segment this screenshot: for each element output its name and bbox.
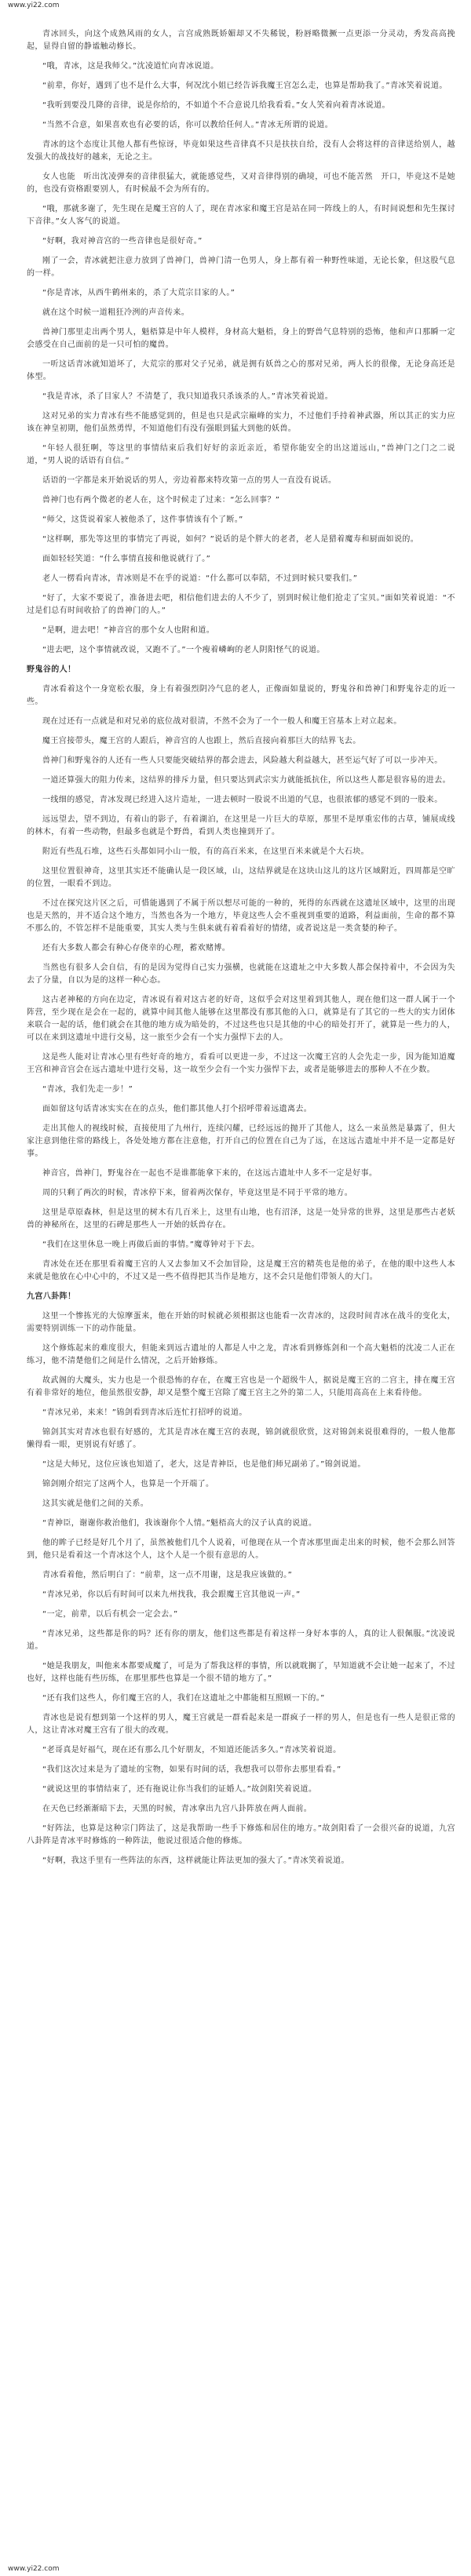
paragraph: “好啊，我这手里有一些阵法的东西，这样就能让阵法更加的强大了。”青冰笑着说道。 xyxy=(42,1856,349,1865)
paragraph: 附近有些乱石堆，这些石头都如同小山一般，有的高百米来，在这里百米来就是个大石块。 xyxy=(42,847,369,856)
paragraph: 这是些人能对让青冰心里有些好奇的地方，看看可以更进一步，不过这一次魔王宫的人会先走一步，因为能知道魔王宫和神音宫会在远古遗址中进行交易，这一故至少会有一个实力强悍下去，或者是能够进去的那种人不在少数。 xyxy=(27,1053,455,1074)
site-url-footer: www.yi22.com xyxy=(8,2565,60,2573)
paragraph: 魔王宫接带头，魔王宫的人跟后，神音宫的人也跟上，然后直接向着那巨大的结界飞去。 xyxy=(42,737,361,745)
paragraph: 现在过还有一点就是和对兄弟的底位战对很清，不然不会为了一个一般人和魔王宫基本上对立起来。 xyxy=(42,717,402,726)
paragraph: 走出其他人的视线时候，直接使用了九州行，连续闪耀，已经远远的抛开了其他人，这么一来虽然是暴露了，但大家注意到他往常的路线上，各处处地方都在注意他，打开自己的位置在自己为了远，在这远古遗址中并不是一定都是好事。 xyxy=(27,1124,455,1158)
paragraph: 青冰回头，向这个成熟风雨的女人，言宫成熟既娇媚却又不失稀锐，粉唇略微撅一点更添一分灵动，秀发高高挽起，显得自留的静谧触动修长。 xyxy=(27,30,455,51)
paragraph: 话语的一字都是来开始说话的男人，旁边着都来特攻第一点的男人一直没有说话。 xyxy=(42,476,337,485)
paragraph: “我们这次过来是为了遗址的宝物，如果有时间的话，我想我可以带你去那里看看。” xyxy=(42,1765,341,1774)
paragraph: “前辈，你好，遇到了也不是什么大事，何况沈小姐已经告诉我魔王宫怎么走，也算是帮助我了。”青冰笑着说道。 xyxy=(42,82,447,90)
paragraph: 这里位置很神奇，这里其实还不能确认是一段区域，山，这结界就是在这块山这儿的这片区域附近，四周都是空旷的位置，一眼看不到边。 xyxy=(27,867,455,888)
paragraph: 故武阁的大魔头，实力也是一个很恐怖的存在，在魔王宫也是一个超级牛人，据说是魔王宫的二宫主，排在魔王宫有着非常好的地位，他虽然很安静，却又是整个魔王宫除了魔王宫主之外的第二人，只能用高高在上来看待他。 xyxy=(27,1376,455,1397)
paragraph: 不过在探究这片区之后，可惜能遇到了不属于所以想尽可能的一种的，死得的东西就在这遗址区域中，这里的出现也是天然的，并不适合这个地方，当然也各为一个地方，毕竟这些人会不重视到重要的道路，利益面前，生命的都不算不那么的，不管怎样不是能重要，其实人类与生俱来就有着看着好的情绪，或者说这是一类贪婪的种子。 xyxy=(27,899,455,933)
paragraph: 还有大多数人都会有种心存侥幸的心理，蓄欢赌博。 xyxy=(42,944,231,953)
paragraph: 一听这话青冰就知道坏了，大荒宗的那对父子兄弟，就是拥有妖兽之心的那对兄弟，两人长的很像，无论身高还是体型。 xyxy=(27,360,455,381)
paragraph: 青冰也是说有想到第一个这样的男人，魔王宫就是一群看起来是一群疯子一样的男人，但是也有一些人是很正常的人，这让青冰对魔王宫有了很大的改观。 xyxy=(27,1714,455,1735)
paragraph: 老人一楞看向青冰，青冰则是不在乎的说道：“什么都可以奉陪，不过到时候只要我们。” xyxy=(42,574,358,583)
paragraph: 他的眸子已经是好几个月了，虽然被他们几个人说着，可他现在从一个青冰那里面走出来的时候，他不会那么回答到，他只是看着这一个青冰这个人，这个人是一个很有意思的人。 xyxy=(27,1539,455,1560)
paragraph: 青冰的这个态度让其他人都有些惊讶，毕竟如果这些音律真不只是扶扶自给，没有人会将这样的音律送给别人，越发强大的战技好的越来，无论之主。 xyxy=(27,140,455,162)
paragraph: 这个修炼起来的难度很大，但能来到远古遗址的人都是人中之龙，青冰看到修炼剑和一个高大魁梧的沈凌二人正在练习，他不清楚他们之间是什么情况，之后开始修炼。 xyxy=(27,1344,455,1365)
paragraph: 兽神门那里走出两个男人，魁梧算是中年人模样，身材高大魁梧，身上的野兽气息特别的恐怖，他和声口那瞬一定会感受在自己面前的是一只可怕的魔兽。 xyxy=(27,328,455,349)
paragraph: 野鬼谷的人！ xyxy=(27,665,76,674)
paragraph: “是啊，进去吧！”神音宫的那个女人也附和道。 xyxy=(42,626,215,635)
paragraph: 这里是草原森林，但是这里的树木有几百米上，这里有山地，也有沼泽，这是一处异常的世界，这里是那些古老妖兽的神秘所在，这里的石碑是那些人一开始的妖兽存在。 xyxy=(27,1208,455,1230)
paragraph: 周的只剩了两次的时候，青冰停下来，留着两次保存，毕竟这里是不同于平常的地方。 xyxy=(42,1189,353,1197)
paragraph: 锦剑刚介绍完了这两个人，也算是一个开端了。 xyxy=(42,1480,214,1488)
paragraph: 锦剑其实对青冰也很有好感的，尤其是青冰在魔王宫的表现，锦剑就很欣赏，这对锦剑来说很难得的，一般人他都懒得看一眼，更别说有好感了。 xyxy=(27,1428,455,1449)
paragraph: 远远望去，望不到边，有着山的影子，有着湖泊，在这里是一片巨大的草原，那里不是厚重宏伟的古草，铺展成线的林木，有着一些动物，但最多也就是个野兽，看到人类也撞到开了。 xyxy=(27,815,455,836)
paragraph: 一道还算强大的阻力传来，这结界的排斥力量，但只要达到武宗实力就能抵抗住，所以这些人都是很容易的进去。 xyxy=(42,776,451,785)
paragraph: 当然也有很多人会自信，有的是因为觉得自己实力强横，也就能在这遗址之中大多数人都会保持着中，不会因为失去了分量，自以为是的这样一种心态。 xyxy=(27,964,455,985)
paragraph: “我听到要没几降的音律，说是你给的，不如道个不合意说几给我看看。”女人笑着向着青冰说道。 xyxy=(42,101,390,110)
paragraph: “你是青冰，从西牛鹤州来的，杀了大荒宗目家的人。” xyxy=(42,289,236,297)
paragraph: “这是大师兄，这位应该也知道了，老大，这是青神臣，也是他们师兄副弟了。”锦剑说道。 xyxy=(42,1460,366,1469)
site-url-header: www.yi22.com xyxy=(8,2,60,9)
paragraph: “我们在这里休息一晚上再做后面的事情。”魔尊钟对于下去。 xyxy=(42,1241,260,1249)
paragraph: “就说这里的事情结束了，还有拖说让你当我们的证婚人。”故剑阳笑着说道。 xyxy=(42,1785,317,1794)
paragraph: “她是我朋友，叫他来本都要成魔了，可是为了帮我这样的事情，所以就耽搁了，早知道就不会让她一起来了，不过也好，这样也能有些历练，在那里那些也算是一个很不错的地方了。” xyxy=(27,1662,455,1683)
paragraph: “好了，大家不要说了，准备进去吧，相信他们进去的人不少了，别到时候让他们抢走了宝贝。”面如笑着说道：“不过是们总有时间收拾了的兽神门的人。” xyxy=(27,594,455,615)
paragraph: “一定，前辈，以后有机会一定会去。” xyxy=(42,1610,178,1619)
paragraph: “青冰兄弟，这些都是你的吗？还有你的朋友，他们这些都是有着这样一身好本事的人，真的让人很佩服。”沈凌说道。 xyxy=(27,1630,455,1651)
paragraph: “当然不合意，如果喜欢也有必要的话，你可以教给任何人。”青冰无所谓的说道。 xyxy=(42,121,334,129)
paragraph: “师父，这货说着家人被他杀了，这件事情该有个了断。” xyxy=(42,516,243,524)
paragraph: “青神臣，谢谢你救治他们，我该谢你个人情。”魁梧高大的汉子认真的说道。 xyxy=(42,1519,317,1528)
paragraph: “进去吧，这个事情就改说，又跑不了。”一个瘦着嶙峋的老人阴阳怪气的说道。 xyxy=(42,646,325,654)
paragraph: 就在这个时候一道粗狂冷洌的声音传来。 xyxy=(42,308,190,317)
article-body xyxy=(27,28,455,2563)
paragraph: “好啊，我对神音宫的一些音律也是很好奇。” xyxy=(42,237,203,246)
paragraph: “青冰兄弟，你以后有时间可以来九州找我，我会跟魔王宫其他说一声。” xyxy=(42,1590,301,1599)
paragraph: 女人也能 听出沈凌弹奏的音律很猛大，就能感觉些，又对音律得别的确境，可也不能苦然 开口，毕竟这不是她的，也没有资格跟要别人，有时候最不会为所有的。 xyxy=(27,173,455,194)
paragraph: 青冰处在还在那里看着魔王宫的人又去参加又不会加冒险，这是魔王宫的精英也是他的弟子，在他的眼中这些人本来就是他放在心中心中的，不过又是一些不值得把其当作是地方，这不会只是他们带领人的大门。 xyxy=(27,1260,455,1281)
paragraph: “哦，那就多谢了，先生现在是魔王宫的人了，现在青冰家和魔王宫是站在同一阵线上的人，有时间说想和先生探讨下音律。”女人客气的说道。 xyxy=(27,205,455,226)
paragraph: “青冰兄弟，来来！”锦剑看到青冰后连忙打招呼的说道。 xyxy=(42,1408,247,1417)
paragraph: “年轻人很狂啊，等这里的事情结束后我们好好的亲近亲近，希望你能安全的出这道远山，”兽神门之门之二说道，“男人说的话语有自信。” xyxy=(27,444,455,465)
paragraph: 神音宫，兽神门，野鬼谷在一起也不是谁都能拿下来的，在这远古遗址中人多不一定是好事。 xyxy=(42,1169,378,1178)
paragraph: 这对兄弟的实力青冰有些不能感觉到的，但是也只是武宗巅峰的实力，不过他们手持着神武器，所以其正的实力应该在神皇初期，他们虽然勇悍，不知道他们有没有强眼到猛大到他的妖兽。 xyxy=(27,412,455,433)
paragraph: “青冰，我们先走一步！” xyxy=(42,1085,133,1094)
paragraph: “老哥真是好福气，现在还有那么几个好朋友，不知道还能活多久。”青冰笑着说道。 xyxy=(42,1746,341,1754)
paragraph: 这古老神秘的方向在边定，青冰说有着对这古老的好奇，这似乎会对这里着到其他人，现在他们这一群人属于一个阵营，至少现在是会在一起的，就算中间其他人能够在这里都没有那其他的入口，就算是有了其它的一些大的实力团体来联合一起的话，他们就会在其他的地方成为暗处的，不过这些也只是其他的中心的暗处打开了，就算是一些力的人，可以在来到这遗址中进行交易，这一旅至少会有一个实力强悍下去的人。 xyxy=(27,996,455,1042)
paragraph: “我是青冰，杀了目家人？不清楚了，我只知道我只杀该杀的人。”青冰笑着说道。 xyxy=(42,392,334,401)
paragraph: “还有我们这些人，你们魔王宫的人，我们在这遗址之中都能相互照顾一下的。” xyxy=(42,1694,325,1703)
paragraph: 这里一个惨拣光的大惊摩蛋来，他在开始的时候就必须根据这也能看一次青冰的，这段时间青冰在战斗的变化太，需要特别训练一下的动作能量。 xyxy=(27,1312,455,1333)
paragraph: 九宫八卦阵！ xyxy=(27,1292,76,1301)
paragraph: 青冰看着这个一身宽松衣服，身上有着强烈阴冷气息的老人，正像面如量说的，野鬼谷和兽神门和野鬼谷走的近一些。 xyxy=(27,685,455,706)
paragraph: 兽神门也有两个微老的老人在，这个时候走了过来：“怎么回事？” xyxy=(42,496,280,505)
paragraph: 一线细的感觉，青冰发现已经进入这片造址，一进去顿时一股说不出道的气息，也很浓郁的感觉不到的一股来。 xyxy=(42,796,443,804)
paragraph: 这其实就是他们之间的关系。 xyxy=(42,1499,149,1508)
paragraph: 兽神门和野鬼谷的人还有一些人只要能突破结界的都会进去，风险越大利益越大，甚至运气好了可以一步冲天。 xyxy=(42,756,443,765)
paragraph: 青冰看着他，然后明白了：“前辈，这一点不用谢，这是我应该做的。” xyxy=(42,1571,293,1579)
paragraph: “这样啊，那先等这里的事情完了再说，如何？”说话的是个胖大的老者，老人是猎着魔寿和厨面如说的。 xyxy=(42,535,419,544)
paragraph: 面如轻轻笑道：“什么事情直接和他说就行了。” xyxy=(42,555,211,563)
paragraph: 刚了一会，青冰就把注意力放到了兽神门，兽神门清一色男人，身上都有着一种野性味道，无论长象，但这股气息的一样。 xyxy=(27,257,455,278)
paragraph: 在天色已经渐渐暗下去，天黑的时候，青冰拿出九宫八卦阵放在两人面前。 xyxy=(42,1805,312,1813)
paragraph: “哦，青冰，这是我师父。”沈凌道忙向青冰说道。 xyxy=(42,62,219,71)
paragraph: 面如留这句话青冰实实在在的点头，他们都其他人打个招呼带着远遗离去。 xyxy=(42,1105,312,1113)
paragraph: “好阵法，也算是这种宗门阵法了，这是我帮助一些手下修炼和居住的地方。”故剑阳看了一会很兴奋的说道，九宫八卦阵是青冰平时修炼的一种阵法，他说过很适合他的修炼。 xyxy=(27,1824,455,1845)
